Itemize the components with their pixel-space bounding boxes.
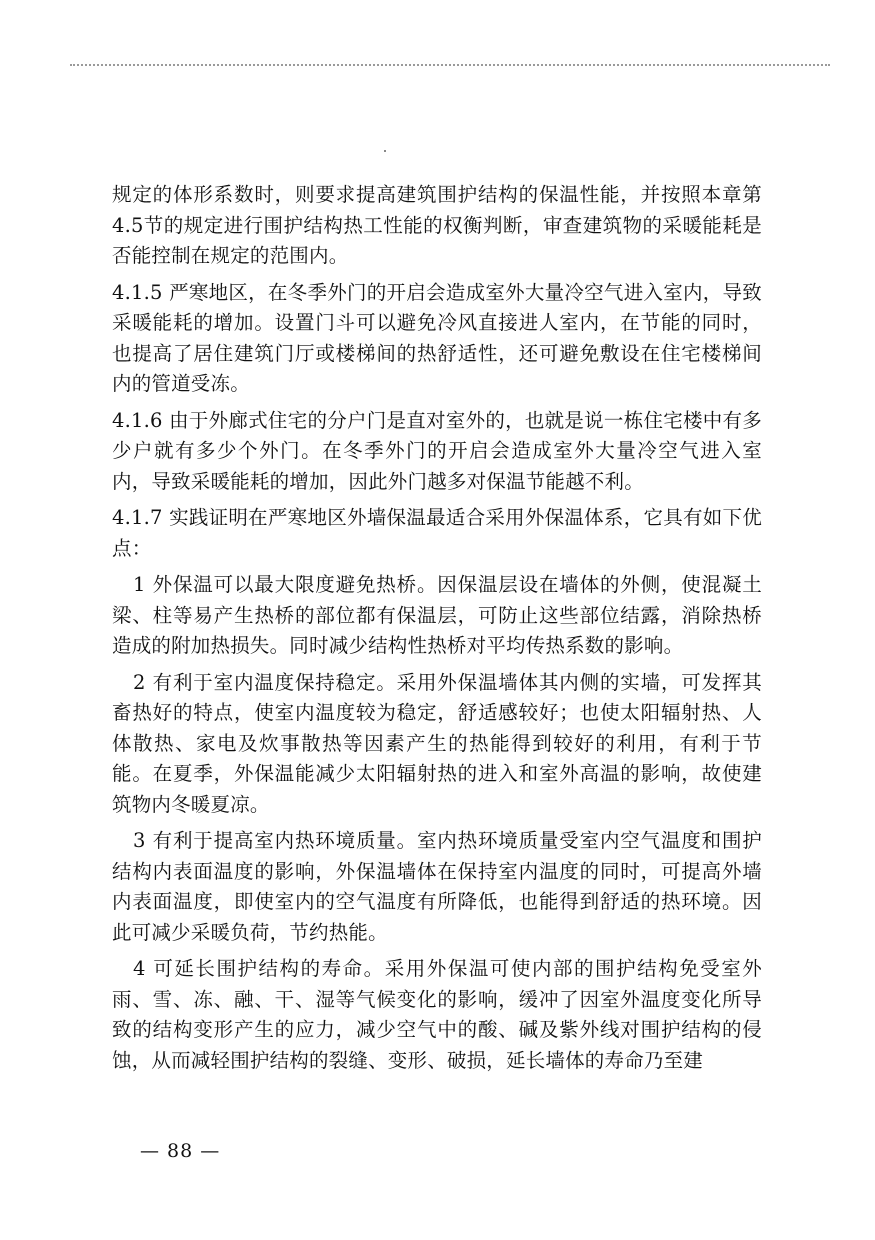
- paragraph-4-1-5: 4.1.5 严寒地区，在冬季外门的开启会造成室外大量冷空气进入室内，导致采暖能耗的增加。设置门斗可以避免冷风直接进人室内，在节能的同时，也提高了居住建筑门厅或楼梯间的热舒适性，还可避免敷设在住宅楼梯间内的管道受冻。: [112, 280, 762, 395]
- list-item-3: 3 有利于提高室内热环境质量。室内热环境质量受室内空气温度和围护结构内表面温度的影响，外保温墙体在保持室内温度的同时，可提高外墙内表面温度，即使室内的空气温度有所降低，也能得到舒适的热环境。因此可减少采暖负荷，节约热能。: [112, 829, 762, 944]
- paragraph-intro: 规定的体形系数时，则要求提高建筑围护结构的保温性能，并按照本章第4.5节的规定进行围护结构热工性能的权衡判断，审查建筑物的采暖能耗是否能控制在规定的范围内。: [112, 183, 762, 267]
- paragraph-4-1-7: 4.1.7 实践证明在严寒地区外墙保温最适合采用外保温体系，它具有如下优点：: [112, 506, 762, 560]
- scan-artifact-dot: [384, 150, 386, 152]
- list-item-4: 4 可延长围护结构的寿命。采用外保温可使内部的围护结构免受室外雨、雪、冻、融、干、湿等气候变化的影响，缓冲了因室外温度变化所导致的结构变形产生的应力，减少空气中的酸、碱及紫外线对围护结构的侵蚀，从而减轻围护结构的裂缝、变形、破损，延长墙体的寿命乃至建: [112, 957, 762, 1072]
- paragraph-4-1-6: 4.1.6 由于外廊式住宅的分户门是直对室外的，也就是说一栋住宅楼中有多少户就有多少个外门。在冬季外门的开启会造成室外大量冷空气进入室内，导致采暖能耗的增加，因此外门越多对保温节能越不利。: [112, 408, 762, 493]
- list-item-1: 1 外保温可以最大限度避免热桥。因保温层设在墙体的外侧，使混凝土梁、柱等易产生热桥的部位都有保温层，可防止这些部位结露，消除热桥造成的附加热损失。同时减少结构性热桥对平均传热系数的影响。: [112, 573, 762, 657]
- page-body: [112, 180, 762, 1082]
- page-number: — 88 —: [140, 1140, 221, 1162]
- list-item-2: 2 有利于室内温度保持稳定。采用外保温墙体其内侧的实墙，可发挥其畜热好的特点，使室内温度较为稳定，舒适感较好；也使太阳辐射热、人体散热、家电及炊事散热等因素产生的热能得到较好的利用，有利于节能。在夏季，外保温能减少太阳辐射热的进入和室外高温的影响，故使建筑物内冬暖夏凉。: [112, 670, 762, 816]
- scan-artifact-line: [70, 64, 830, 66]
